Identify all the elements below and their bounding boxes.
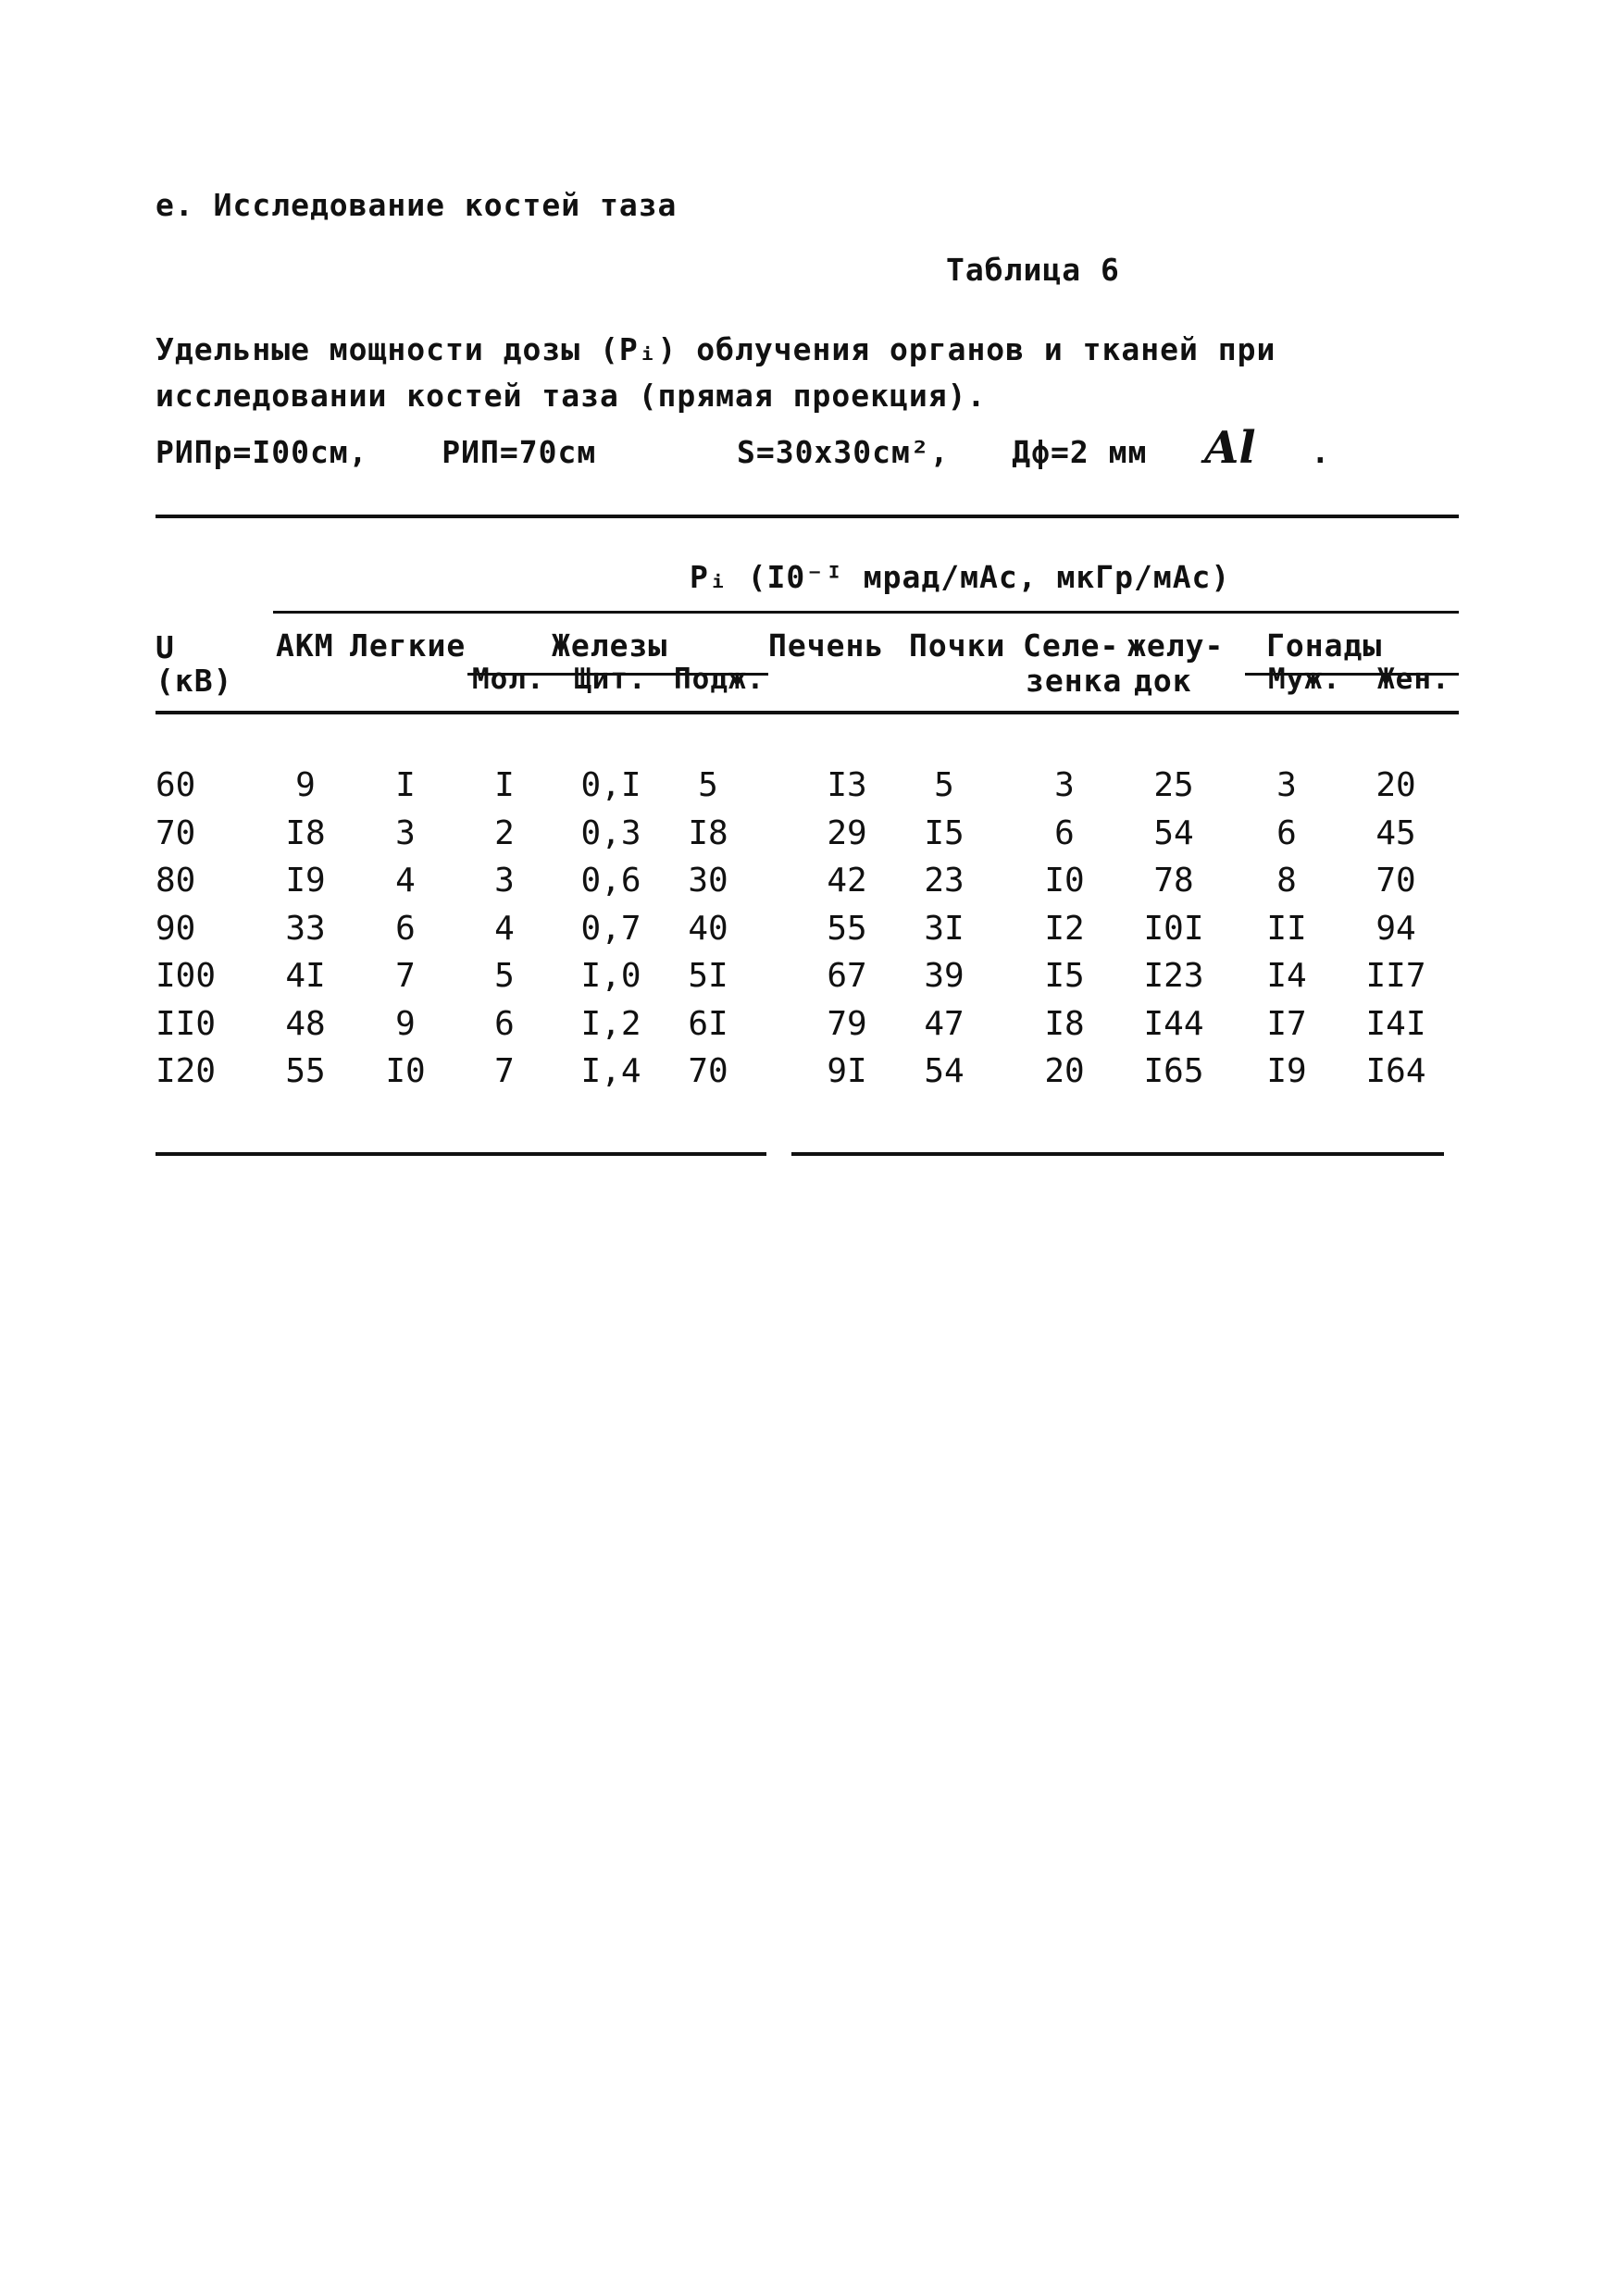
table-cell-stomach: 78 bbox=[1153, 862, 1194, 900]
table-cell-gonads-male: I9 bbox=[1266, 1052, 1307, 1090]
table-cell-kidneys: 54 bbox=[924, 1052, 965, 1090]
table-cell-gonads-male: I7 bbox=[1266, 1004, 1307, 1043]
table-cell-lungs: 7 bbox=[395, 957, 416, 995]
table-cell-thyroid: I,2 bbox=[580, 1004, 641, 1043]
table-cell-akm: 48 bbox=[285, 1004, 326, 1043]
table-cell-thyroid: I,0 bbox=[580, 957, 641, 995]
table-cell-kidneys: 5 bbox=[934, 766, 954, 804]
table-cell-lungs: I bbox=[395, 766, 416, 804]
table-cell-voltage: 60 bbox=[156, 766, 196, 804]
table-cell-mammary: 2 bbox=[494, 813, 515, 852]
table-cell-pancreas: 40 bbox=[688, 909, 728, 948]
table-cell-akm: I8 bbox=[285, 813, 326, 852]
table-cell-lungs: I0 bbox=[385, 1052, 426, 1090]
table-cell-spleen: I0 bbox=[1044, 862, 1085, 900]
table-cell-voltage: I00 bbox=[156, 957, 217, 995]
col-spleen-2: зенка bbox=[1026, 663, 1123, 699]
table-bottom-rule-left bbox=[156, 1152, 766, 1156]
table-cell-voltage: I20 bbox=[156, 1052, 217, 1090]
table-cell-gonads-female: I64 bbox=[1365, 1052, 1426, 1090]
table-cell-gonads-male: 3 bbox=[1276, 766, 1297, 804]
table-cell-liver: 55 bbox=[827, 909, 867, 948]
table-cell-voltage: II0 bbox=[156, 1004, 217, 1043]
table-cell-thyroid: 0,3 bbox=[580, 813, 641, 852]
table-cell-pancreas: 5I bbox=[688, 957, 728, 995]
exposure-parameters bbox=[156, 422, 1330, 474]
table-label: Таблица 6 bbox=[946, 252, 1120, 288]
table-cell-gonads-male: I4 bbox=[1266, 957, 1307, 995]
table-cell-pancreas: 6I bbox=[688, 1004, 728, 1043]
table-cell-akm: 33 bbox=[285, 909, 326, 948]
table-cell-mammary: 3 bbox=[494, 862, 515, 900]
table-cell-kidneys: 23 bbox=[924, 862, 965, 900]
table-top-rule bbox=[156, 515, 1459, 518]
table-cell-liver: 9I bbox=[827, 1052, 867, 1090]
col-gonads: Гонады bbox=[1266, 627, 1383, 664]
table-cell-pancreas: 5 bbox=[698, 766, 718, 804]
sub-glands-pancreas: Подж. bbox=[674, 663, 765, 696]
table-cell-kidneys: 47 bbox=[924, 1004, 965, 1043]
table-cell-thyroid: 0,I bbox=[580, 766, 641, 804]
table-cell-spleen: 3 bbox=[1054, 766, 1075, 804]
table-cell-stomach: I44 bbox=[1143, 1004, 1204, 1043]
table-cell-lungs: 9 bbox=[395, 1004, 416, 1043]
param-filter: Дф=2 мм bbox=[1012, 434, 1148, 470]
table-cell-voltage: 80 bbox=[156, 862, 196, 900]
param-rip-pr: РИПр=I00см, bbox=[156, 434, 368, 470]
table-cell-gonads-male: 8 bbox=[1276, 862, 1297, 900]
table-cell-mammary: 6 bbox=[494, 1004, 515, 1043]
table-cell-stomach: 54 bbox=[1153, 813, 1194, 852]
col-lungs: Легкие bbox=[350, 627, 467, 664]
table-bottom-rule-right bbox=[791, 1152, 1444, 1156]
header-bottom-rule bbox=[156, 711, 1459, 714]
table-cell-spleen: 6 bbox=[1054, 813, 1075, 852]
table-cell-thyroid: I,4 bbox=[580, 1052, 641, 1090]
unit-header: Pᵢ (I0⁻ᴵ мрад/мАс, мкГр/мАс) bbox=[690, 559, 1231, 595]
table-cell-gonads-female: 45 bbox=[1375, 813, 1416, 852]
table-cell-gonads-male: II bbox=[1266, 909, 1307, 948]
table-cell-akm: 55 bbox=[285, 1052, 326, 1090]
section-title: е. Исследование костей таза bbox=[156, 187, 678, 223]
table-cell-gonads-female: 70 bbox=[1375, 862, 1416, 900]
table-cell-kidneys: I5 bbox=[924, 813, 965, 852]
table-cell-pancreas: I8 bbox=[688, 813, 728, 852]
table-cell-stomach: I0I bbox=[1143, 909, 1204, 948]
table-caption-line-2: исследовании костей таза (прямая проекция). bbox=[156, 378, 987, 414]
table-cell-liver: 67 bbox=[827, 957, 867, 995]
table-cell-liver: 29 bbox=[827, 813, 867, 852]
table-cell-pancreas: 30 bbox=[688, 862, 728, 900]
table-cell-gonads-female: 94 bbox=[1375, 909, 1416, 948]
table-cell-spleen: I5 bbox=[1044, 957, 1085, 995]
sub-glands-thyroid: Щит. bbox=[574, 663, 647, 696]
table-caption-line-1: Удельные мощности дозы (Pᵢ) облучения органов и тканей при bbox=[156, 331, 1276, 367]
table-cell-liver: I3 bbox=[827, 766, 867, 804]
table-cell-liver: 79 bbox=[827, 1004, 867, 1043]
table-cell-stomach: I23 bbox=[1143, 957, 1204, 995]
table-cell-voltage: 90 bbox=[156, 909, 196, 948]
sub-gonads-male: Муж. bbox=[1268, 663, 1341, 696]
sub-glands-mammary: Мол. bbox=[472, 663, 545, 696]
sub-gonads-female: Жен. bbox=[1377, 663, 1450, 696]
table-cell-mammary: I bbox=[494, 766, 515, 804]
table-cell-voltage: 70 bbox=[156, 813, 196, 852]
table-cell-spleen: 20 bbox=[1044, 1052, 1085, 1090]
param-end: . bbox=[1311, 434, 1331, 470]
table-cell-kidneys: 39 bbox=[924, 957, 965, 995]
table-cell-kidneys: 3I bbox=[924, 909, 965, 948]
table-cell-akm: I9 bbox=[285, 862, 326, 900]
col-voltage-label-2: (кВ) bbox=[156, 663, 233, 699]
col-liver: Печень bbox=[768, 627, 885, 664]
table-cell-gonads-female: II7 bbox=[1365, 957, 1426, 995]
table-cell-lungs: 6 bbox=[395, 909, 416, 948]
col-kidneys: Почки bbox=[909, 627, 1006, 664]
table-cell-liver: 42 bbox=[827, 862, 867, 900]
param-filter-material: Al bbox=[1204, 422, 1256, 474]
table-cell-pancreas: 70 bbox=[688, 1052, 728, 1090]
unit-header-rule bbox=[273, 611, 1459, 614]
col-stomach-1: желу- bbox=[1127, 627, 1225, 664]
table-cell-gonads-female: 20 bbox=[1375, 766, 1416, 804]
table-cell-mammary: 4 bbox=[494, 909, 515, 948]
col-spleen-1: Селе- bbox=[1023, 627, 1120, 664]
table-cell-gonads-male: 6 bbox=[1276, 813, 1297, 852]
table-cell-lungs: 3 bbox=[395, 813, 416, 852]
table-cell-thyroid: 0,7 bbox=[580, 909, 641, 948]
table-cell-mammary: 5 bbox=[494, 957, 515, 995]
table-cell-thyroid: 0,6 bbox=[580, 862, 641, 900]
table-cell-stomach: I65 bbox=[1143, 1052, 1204, 1090]
param-field-size: S=30x30см², bbox=[737, 434, 950, 470]
table-cell-akm: 4I bbox=[285, 957, 326, 995]
table-cell-mammary: 7 bbox=[494, 1052, 515, 1090]
col-voltage-label-1: U bbox=[156, 629, 175, 665]
table-cell-stomach: 25 bbox=[1153, 766, 1194, 804]
param-rip-p: РИП=70см bbox=[442, 434, 597, 470]
col-stomach-2: док bbox=[1134, 663, 1192, 699]
table-cell-gonads-female: I4I bbox=[1365, 1004, 1426, 1043]
table-cell-akm: 9 bbox=[295, 766, 316, 804]
col-glands: Железы bbox=[552, 627, 668, 664]
table-cell-lungs: 4 bbox=[395, 862, 416, 900]
table-cell-spleen: I8 bbox=[1044, 1004, 1085, 1043]
table-cell-spleen: I2 bbox=[1044, 909, 1085, 948]
col-akm: АКМ bbox=[276, 627, 334, 664]
